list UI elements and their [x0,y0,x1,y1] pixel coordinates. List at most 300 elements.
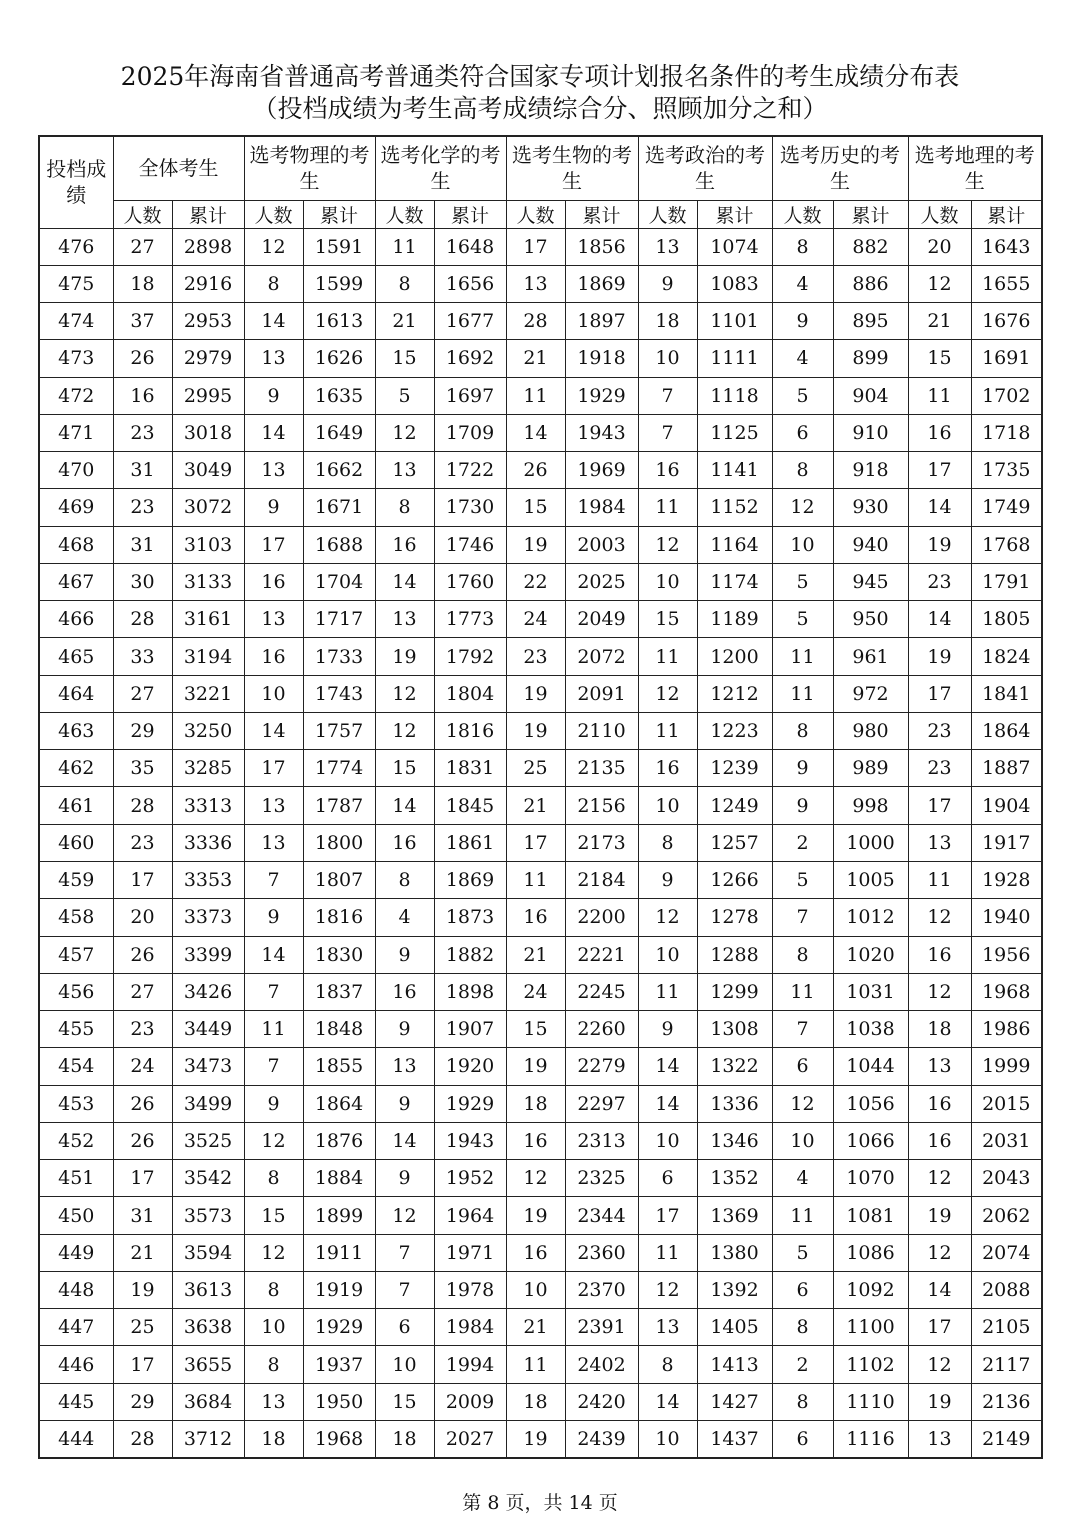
cumulative-cell: 2043 [971,1160,1042,1197]
count-cell: 12 [244,228,303,265]
count-cell: 12 [375,1197,434,1234]
score-cell: 447 [39,1309,113,1346]
cumulative-cell: 1768 [971,526,1042,563]
cumulative-cell: 1413 [697,1346,772,1383]
cumulative-cell: 1648 [434,228,506,265]
count-cell: 10 [638,787,697,824]
count-cell: 12 [506,1160,565,1197]
count-cell: 8 [244,1160,303,1197]
cumulative-cell: 2015 [971,1085,1042,1122]
cumulative-cell: 3221 [172,675,244,712]
cumulative-cell: 2173 [565,824,638,861]
cumulative-cell: 2049 [565,601,638,638]
table-row [39,1309,1042,1346]
cumulative-cell: 1869 [434,862,506,899]
count-cell: 16 [506,899,565,936]
cumulative-cell: 3133 [172,563,244,600]
count-cell: 15 [638,601,697,638]
count-cell: 5 [375,377,434,414]
score-cell: 467 [39,563,113,600]
sub-header-cumulative: 累计 [833,200,908,228]
score-cell: 470 [39,452,113,489]
sub-header-cumulative: 累计 [565,200,638,228]
cumulative-cell: 1848 [303,1011,375,1048]
count-cell: 17 [113,1160,172,1197]
count-cell: 23 [113,824,172,861]
count-cell: 27 [113,973,172,1010]
cumulative-cell: 1986 [971,1011,1042,1048]
cumulative-cell: 2325 [565,1160,638,1197]
cumulative-cell: 1929 [303,1309,375,1346]
count-cell: 12 [375,414,434,451]
table-row [39,265,1042,302]
score-cell: 466 [39,601,113,638]
cumulative-cell: 1239 [697,750,772,787]
table-row [39,973,1042,1010]
count-cell: 14 [638,1085,697,1122]
cumulative-cell: 3426 [172,973,244,1010]
group-header-geography: 选考地理的考生 [908,136,1042,200]
cumulative-cell: 895 [833,303,908,340]
group-header-physics: 选考物理的考生 [244,136,375,200]
count-cell: 31 [113,526,172,563]
cumulative-cell: 1092 [833,1271,908,1308]
cumulative-cell: 1308 [697,1011,772,1048]
cumulative-cell: 1691 [971,340,1042,377]
cumulative-cell: 2025 [565,563,638,600]
score-cell: 476 [39,228,113,265]
count-cell: 11 [506,862,565,899]
count-cell: 9 [244,489,303,526]
cumulative-cell: 1911 [303,1234,375,1271]
count-cell: 13 [638,1309,697,1346]
cumulative-cell: 1074 [697,228,772,265]
cumulative-cell: 1920 [434,1048,506,1085]
table-row [39,675,1042,712]
cumulative-cell: 1743 [303,675,375,712]
cumulative-cell: 1392 [697,1271,772,1308]
cumulative-cell: 1845 [434,787,506,824]
count-cell: 26 [506,452,565,489]
count-cell: 16 [375,973,434,1010]
cumulative-cell: 2136 [971,1383,1042,1420]
cumulative-cell: 2062 [971,1197,1042,1234]
cumulative-cell: 918 [833,452,908,489]
score-cell: 473 [39,340,113,377]
cumulative-cell: 3313 [172,787,244,824]
count-cell: 30 [113,563,172,600]
count-cell: 31 [113,452,172,489]
count-cell: 28 [113,1421,172,1458]
cumulative-cell: 1937 [303,1346,375,1383]
count-cell: 11 [908,862,971,899]
cumulative-cell: 1346 [697,1122,772,1159]
count-cell: 11 [638,638,697,675]
cumulative-cell: 1380 [697,1234,772,1271]
count-cell: 12 [244,1234,303,1271]
count-cell: 14 [244,414,303,451]
cumulative-cell: 3499 [172,1085,244,1122]
count-cell: 29 [113,712,172,749]
count-cell: 5 [772,377,833,414]
cumulative-cell: 2031 [971,1122,1042,1159]
cumulative-cell: 2088 [971,1271,1042,1308]
cumulative-cell: 2117 [971,1346,1042,1383]
table-row [39,563,1042,600]
count-cell: 11 [506,377,565,414]
score-cell: 459 [39,862,113,899]
cumulative-cell: 1599 [303,265,375,302]
count-cell: 11 [772,675,833,712]
sub-header-count: 人数 [772,200,833,228]
cumulative-cell: 1266 [697,862,772,899]
count-cell: 19 [908,638,971,675]
count-cell: 16 [908,936,971,973]
count-cell: 6 [772,1271,833,1308]
count-cell: 16 [375,824,434,861]
count-cell: 16 [375,526,434,563]
score-cell: 475 [39,265,113,302]
cumulative-cell: 1649 [303,414,375,451]
count-cell: 21 [113,1234,172,1271]
count-cell: 21 [908,303,971,340]
table-body [39,228,1042,1458]
count-cell: 5 [772,563,833,600]
count-cell: 35 [113,750,172,787]
count-cell: 14 [375,1122,434,1159]
count-cell: 23 [113,489,172,526]
cumulative-cell: 1864 [971,712,1042,749]
cumulative-cell: 1792 [434,638,506,675]
cumulative-cell: 1020 [833,936,908,973]
cumulative-cell: 1869 [565,265,638,302]
cumulative-cell: 1897 [565,303,638,340]
count-cell: 23 [506,638,565,675]
cumulative-cell: 1830 [303,936,375,973]
count-cell: 13 [244,452,303,489]
cumulative-cell: 3655 [172,1346,244,1383]
table-row [39,340,1042,377]
table-row [39,862,1042,899]
count-cell: 7 [244,862,303,899]
cumulative-cell: 1070 [833,1160,908,1197]
score-cell: 468 [39,526,113,563]
sub-header-cumulative: 累计 [172,200,244,228]
cumulative-cell: 1369 [697,1197,772,1234]
cumulative-cell: 1873 [434,899,506,936]
count-cell: 24 [506,601,565,638]
cumulative-cell: 1964 [434,1197,506,1234]
cumulative-cell: 1864 [303,1085,375,1122]
cumulative-cell: 1189 [697,601,772,638]
count-cell: 9 [244,1085,303,1122]
count-cell: 12 [772,489,833,526]
count-cell: 21 [506,936,565,973]
count-cell: 13 [506,265,565,302]
count-cell: 17 [244,526,303,563]
cumulative-cell: 2027 [434,1421,506,1458]
count-cell: 16 [908,1122,971,1159]
cumulative-cell: 1083 [697,265,772,302]
cumulative-cell: 1031 [833,973,908,1010]
page-footer: 第 8 页，共 14 页 [462,1492,618,1514]
cumulative-cell: 1800 [303,824,375,861]
document-title: 2025年海南省普通高考普通类符合国家专项计划报名条件的考生成绩分布表 [120,62,960,91]
cumulative-cell: 2420 [565,1383,638,1420]
count-cell: 8 [638,824,697,861]
cumulative-cell: 1141 [697,452,772,489]
table-row [39,824,1042,861]
cumulative-cell: 3613 [172,1271,244,1308]
count-cell: 26 [113,1085,172,1122]
cumulative-cell: 1697 [434,377,506,414]
cumulative-cell: 3638 [172,1309,244,1346]
count-cell: 4 [375,899,434,936]
count-cell: 18 [244,1421,303,1458]
count-cell: 13 [244,1383,303,1420]
count-cell: 16 [638,452,697,489]
count-cell: 10 [244,1309,303,1346]
sub-header-cumulative: 累计 [971,200,1042,228]
count-cell: 26 [113,340,172,377]
count-cell: 8 [638,1346,697,1383]
cumulative-cell: 1704 [303,563,375,600]
table-row [39,303,1042,340]
count-cell: 16 [244,563,303,600]
cumulative-cell: 1000 [833,824,908,861]
cumulative-cell: 1044 [833,1048,908,1085]
count-cell: 12 [772,1085,833,1122]
cumulative-cell: 1969 [565,452,638,489]
count-cell: 21 [506,1309,565,1346]
score-column-header: 投档成绩 [39,136,113,228]
count-cell: 19 [506,526,565,563]
count-cell: 14 [908,601,971,638]
table-row [39,1421,1042,1458]
cumulative-cell: 2245 [565,973,638,1010]
score-cell: 445 [39,1383,113,1420]
count-cell: 12 [638,526,697,563]
score-cell: 452 [39,1122,113,1159]
cumulative-cell: 2297 [565,1085,638,1122]
group-header-history: 选考历史的考生 [772,136,908,200]
cumulative-cell: 3336 [172,824,244,861]
cumulative-cell: 1278 [697,899,772,936]
score-cell: 469 [39,489,113,526]
score-cell: 450 [39,1197,113,1234]
cumulative-cell: 1841 [971,675,1042,712]
sub-header-count: 人数 [113,200,172,228]
count-cell: 20 [113,899,172,936]
table-row [39,1234,1042,1271]
cumulative-cell: 930 [833,489,908,526]
count-cell: 14 [908,1271,971,1308]
cumulative-cell: 1884 [303,1160,375,1197]
count-cell: 19 [908,526,971,563]
count-cell: 9 [772,750,833,787]
count-cell: 17 [908,1309,971,1346]
count-cell: 8 [772,1383,833,1420]
score-cell: 455 [39,1011,113,1048]
score-cell: 456 [39,973,113,1010]
cumulative-cell: 1978 [434,1271,506,1308]
cumulative-cell: 3161 [172,601,244,638]
count-cell: 11 [638,712,697,749]
group-header-chemistry: 选考化学的考生 [375,136,506,200]
cumulative-cell: 1855 [303,1048,375,1085]
cumulative-cell: 3373 [172,899,244,936]
score-cell: 464 [39,675,113,712]
count-cell: 12 [908,899,971,936]
count-cell: 13 [638,228,697,265]
count-cell: 17 [908,452,971,489]
table-row [39,1383,1042,1420]
cumulative-cell: 1102 [833,1346,908,1383]
count-cell: 12 [908,265,971,302]
count-cell: 11 [638,489,697,526]
count-cell: 14 [506,414,565,451]
cumulative-cell: 1655 [971,265,1042,302]
cumulative-cell: 1336 [697,1085,772,1122]
count-cell: 8 [772,1309,833,1346]
count-cell: 10 [772,1122,833,1159]
count-cell: 26 [113,1122,172,1159]
cumulative-cell: 1702 [971,377,1042,414]
cumulative-cell: 1950 [303,1383,375,1420]
count-cell: 8 [772,936,833,973]
cumulative-cell: 1613 [303,303,375,340]
cumulative-cell: 1662 [303,452,375,489]
cumulative-cell: 1861 [434,824,506,861]
sub-header-cumulative: 累计 [303,200,375,228]
count-cell: 8 [375,265,434,302]
cumulative-cell: 1807 [303,862,375,899]
cumulative-cell: 1816 [434,712,506,749]
table-row [39,1346,1042,1383]
count-cell: 16 [506,1122,565,1159]
count-cell: 10 [772,526,833,563]
cumulative-cell: 1111 [697,340,772,377]
cumulative-cell: 3103 [172,526,244,563]
score-cell: 444 [39,1421,113,1458]
count-cell: 19 [506,1197,565,1234]
cumulative-cell: 1101 [697,303,772,340]
count-cell: 7 [772,1011,833,1048]
cumulative-cell: 2221 [565,936,638,973]
cumulative-cell: 1352 [697,1160,772,1197]
cumulative-cell: 1671 [303,489,375,526]
cumulative-cell: 3542 [172,1160,244,1197]
count-cell: 10 [638,1421,697,1458]
table-row [39,899,1042,936]
cumulative-cell: 1164 [697,526,772,563]
count-cell: 6 [375,1309,434,1346]
count-cell: 10 [506,1271,565,1308]
count-cell: 21 [375,303,434,340]
count-cell: 14 [375,787,434,824]
cumulative-cell: 1887 [971,750,1042,787]
cumulative-cell: 1656 [434,265,506,302]
cumulative-cell: 1994 [434,1346,506,1383]
cumulative-cell: 1125 [697,414,772,451]
count-cell: 8 [375,489,434,526]
count-cell: 11 [244,1011,303,1048]
cumulative-cell: 1200 [697,638,772,675]
cumulative-cell: 899 [833,340,908,377]
score-cell: 448 [39,1271,113,1308]
cumulative-cell: 1876 [303,1122,375,1159]
count-cell: 4 [772,1160,833,1197]
count-cell: 19 [375,638,434,675]
cumulative-cell: 2370 [565,1271,638,1308]
count-cell: 16 [244,638,303,675]
cumulative-cell: 1110 [833,1383,908,1420]
cumulative-cell: 1898 [434,973,506,1010]
count-cell: 8 [375,862,434,899]
cumulative-cell: 1635 [303,377,375,414]
count-cell: 11 [638,973,697,1010]
cumulative-cell: 1709 [434,414,506,451]
count-cell: 13 [244,787,303,824]
count-cell: 8 [244,1271,303,1308]
cumulative-cell: 1804 [434,675,506,712]
cumulative-cell: 1223 [697,712,772,749]
count-cell: 13 [375,601,434,638]
score-cell: 449 [39,1234,113,1271]
cumulative-cell: 3285 [172,750,244,787]
count-cell: 9 [772,303,833,340]
table-row [39,452,1042,489]
count-cell: 19 [908,1197,971,1234]
count-cell: 19 [506,1421,565,1458]
score-cell: 462 [39,750,113,787]
count-cell: 17 [908,675,971,712]
count-cell: 6 [772,1048,833,1085]
count-cell: 20 [908,228,971,265]
count-cell: 15 [908,340,971,377]
cumulative-cell: 1999 [971,1048,1042,1085]
count-cell: 9 [772,787,833,824]
score-cell: 446 [39,1346,113,1383]
cumulative-cell: 2979 [172,340,244,377]
cumulative-cell: 1677 [434,303,506,340]
count-cell: 10 [638,936,697,973]
count-cell: 2 [772,1346,833,1383]
score-cell: 457 [39,936,113,973]
count-cell: 13 [244,824,303,861]
table-row [39,414,1042,451]
count-cell: 14 [638,1048,697,1085]
cumulative-cell: 3072 [172,489,244,526]
count-cell: 14 [244,712,303,749]
cumulative-cell: 3473 [172,1048,244,1085]
cumulative-cell: 1746 [434,526,506,563]
table-row [39,526,1042,563]
count-cell: 11 [638,1234,697,1271]
score-cell: 460 [39,824,113,861]
count-cell: 19 [908,1383,971,1420]
cumulative-cell: 3594 [172,1234,244,1271]
count-cell: 11 [506,1346,565,1383]
cumulative-cell: 2074 [971,1234,1042,1271]
cumulative-cell: 1643 [971,228,1042,265]
sub-header-cumulative: 累计 [434,200,506,228]
sub-header-count: 人数 [638,200,697,228]
score-cell: 453 [39,1085,113,1122]
cumulative-cell: 2135 [565,750,638,787]
count-cell: 13 [375,452,434,489]
count-cell: 17 [113,862,172,899]
